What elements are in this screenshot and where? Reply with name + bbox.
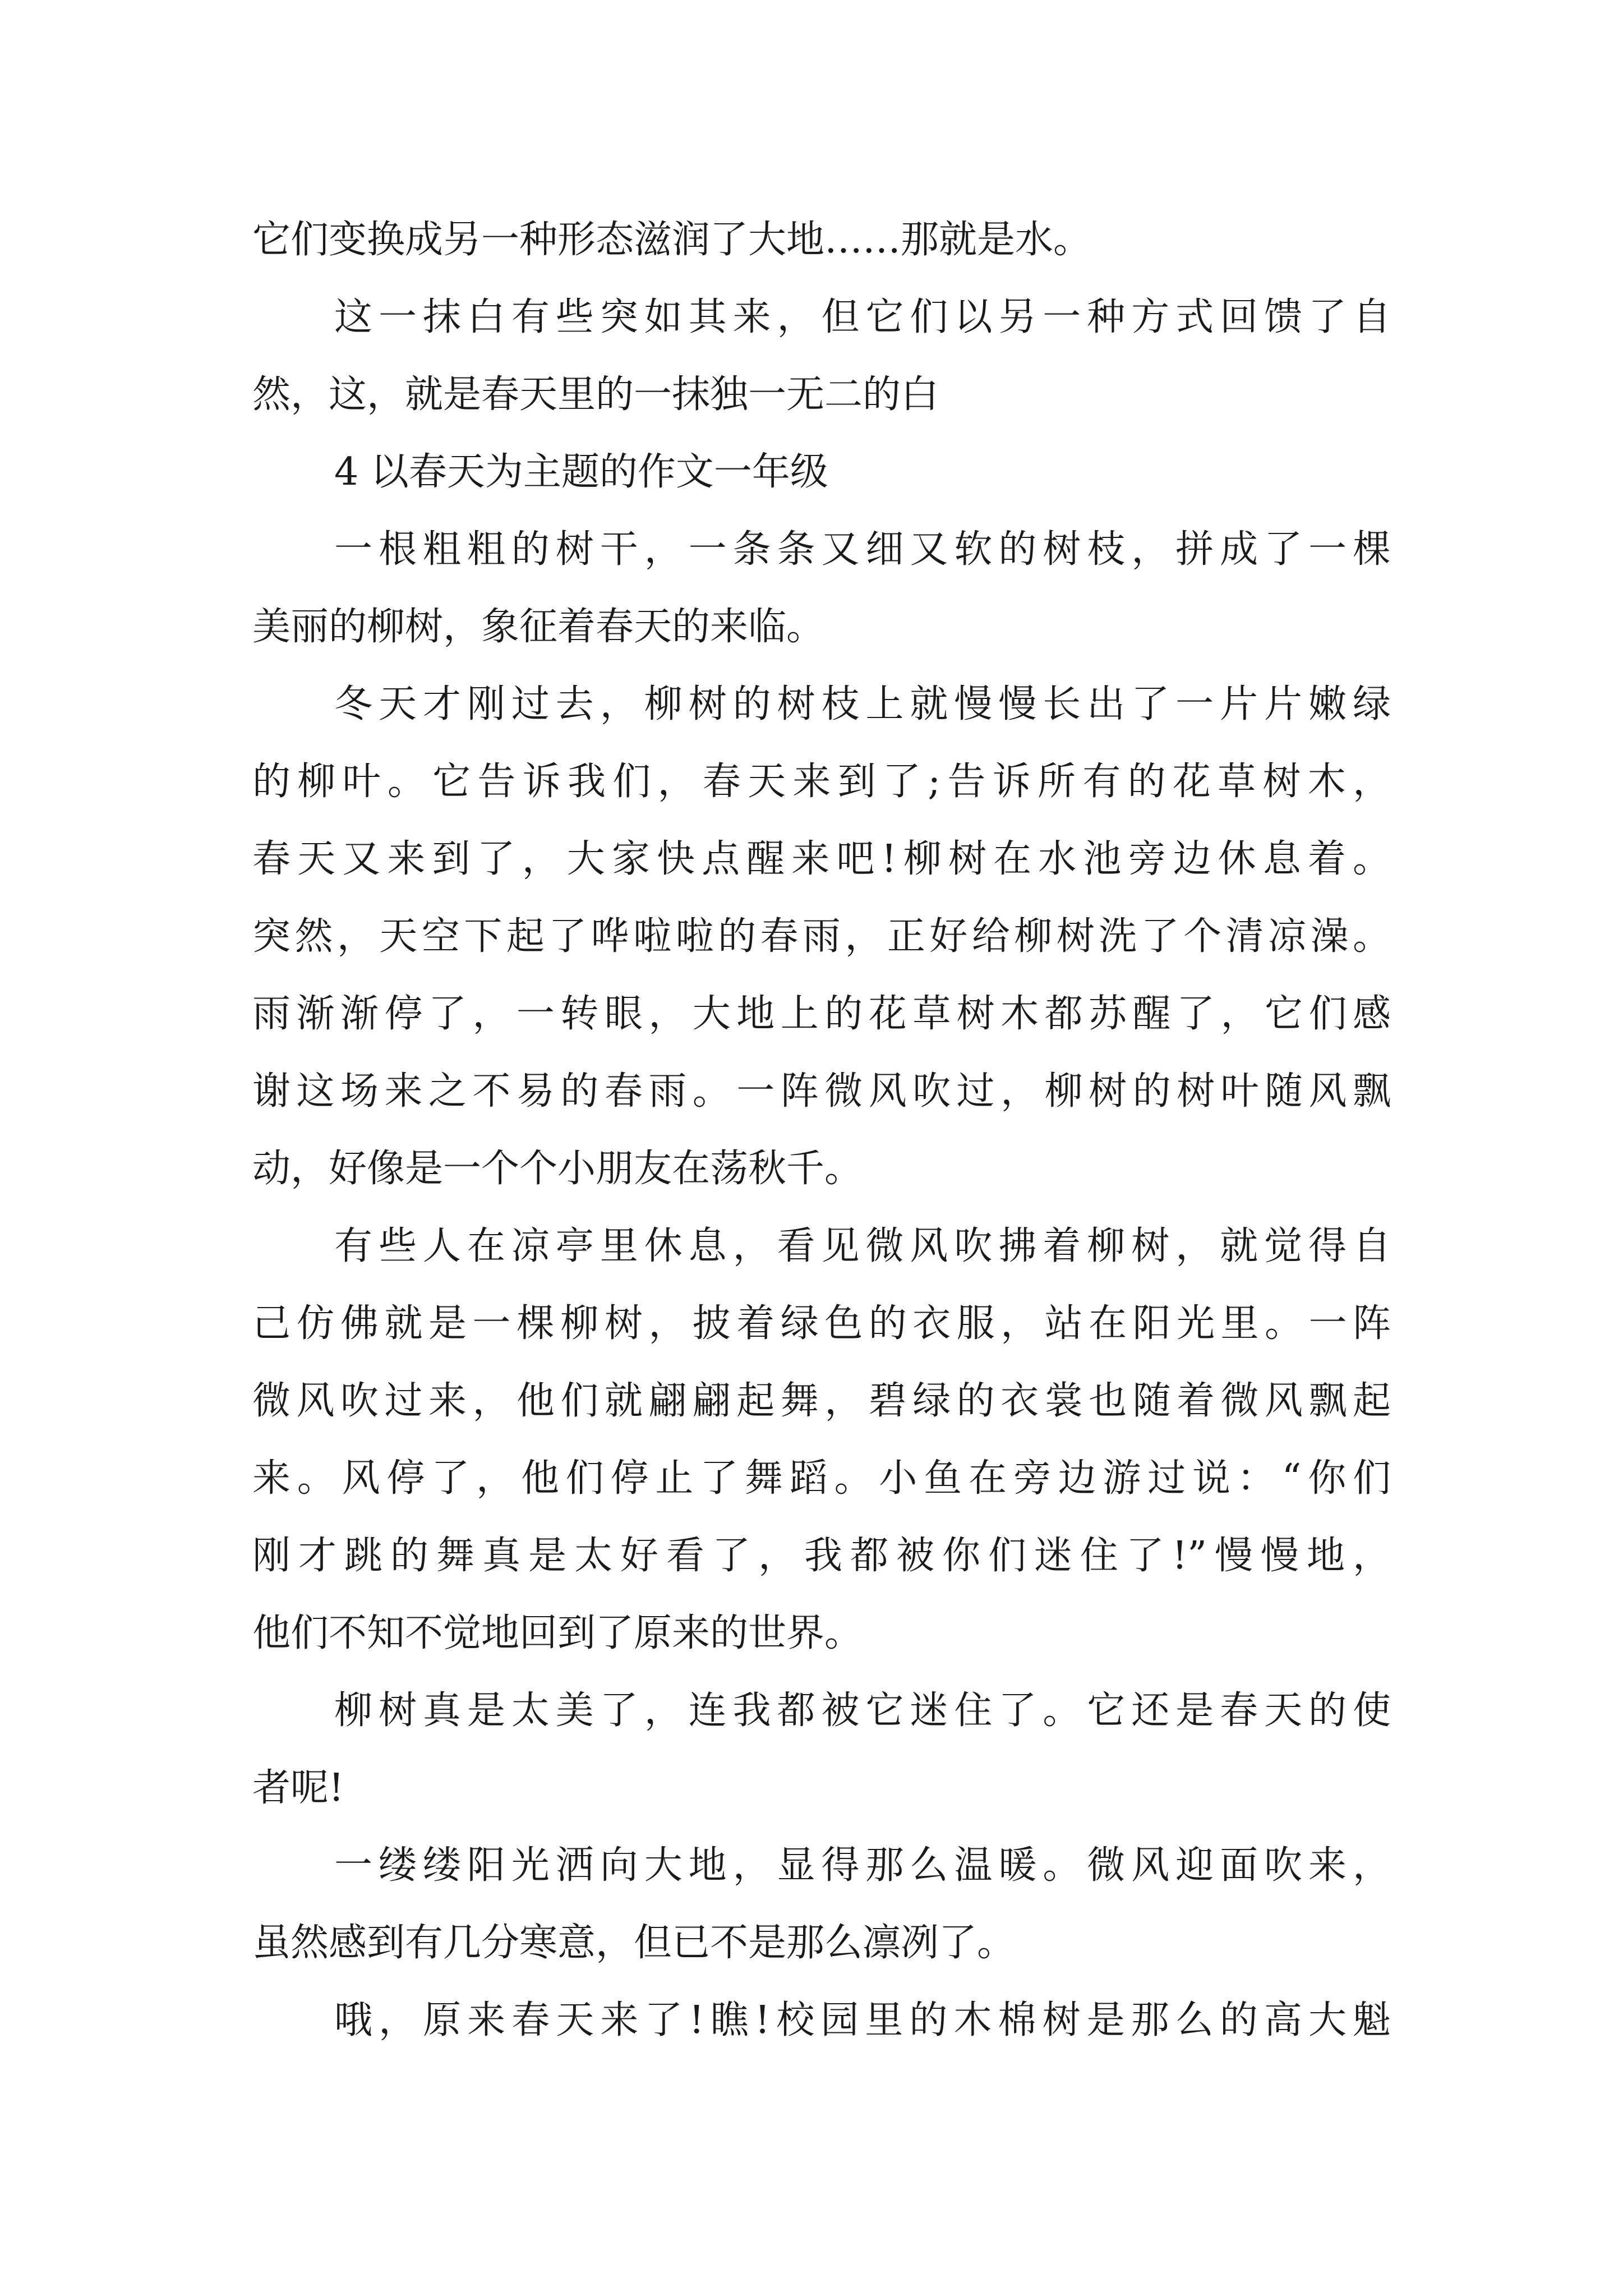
- text-line: 突然，天空下起了哗啦啦的春雨，正好给柳树洗了个清凉澡。: [252, 914, 1391, 959]
- text-line: 一根粗粗的树干，一条条又细又软的树枝，拼成了一棵: [334, 527, 1391, 572]
- text-line: 然，这，就是春天里的一抹独一无二的白: [252, 372, 939, 417]
- text-line: 一缕缕阳光洒向大地，显得那么温暖。微风迎面吹来，: [334, 1843, 1391, 1888]
- text-line: 虽然感到有几分寒意，但已不是那么凛冽了。: [252, 1921, 1016, 1965]
- text-line: 春天又来到了，大家快点醒来吧!柳树在水池旁边休息着。: [252, 837, 1391, 881]
- text-line: 它们变换成另一种形态滋润了大地……那就是水。: [252, 218, 1092, 262]
- text-line: 哦，原来春天来了!瞧!校园里的木棉树是那么的高大魁: [334, 1998, 1391, 2042]
- text-line: 冬天才刚过去，柳树的树枝上就慢慢长出了一片片嫩绿: [334, 682, 1391, 726]
- text-line: 己仿佛就是一棵柳树，披着绿色的衣服，站在阳光里。一阵: [252, 1301, 1391, 1346]
- text-line: 柳树真是太美了，连我都被它迷住了。它还是春天的使: [334, 1688, 1391, 1733]
- text-line: 动，好像是一个个小朋友在荡秋千。: [252, 1147, 863, 1191]
- text-line: 微风吹过来，他们就翩翩起舞，碧绿的衣裳也随着微风飘起: [252, 1379, 1391, 1423]
- text-line: 的柳叶。它告诉我们，春天来到了;告诉所有的花草树木，: [252, 760, 1391, 804]
- text-line: 他们不知不觉地回到了原来的世界。: [252, 1611, 863, 1655]
- text-line: 来。风停了，他们停止了舞蹈。小鱼在旁边游过说：“你们: [252, 1456, 1391, 1501]
- text-line: 美丽的柳树，象征着春天的来临。: [252, 605, 825, 649]
- text-line: 雨渐渐停了，一转眼，大地上的花草树木都苏醒了，它们感: [252, 992, 1391, 1036]
- section-heading: 4 以春天为主题的作文一年级: [334, 450, 828, 494]
- text-line: 者呢!: [252, 1766, 344, 1810]
- text-line: 谢这场来之不易的春雨。一阵微风吹过，柳树的树叶随风飘: [252, 1069, 1391, 1114]
- text-line: 刚才跳的舞真是太好看了，我都被你们迷住了!”慢慢地，: [252, 1534, 1391, 1578]
- text-line: 有些人在凉亭里休息，看见微风吹拂着柳树，就觉得自: [334, 1224, 1391, 1268]
- text-line: 这一抹白有些突如其来，但它们以另一种方式回馈了自: [334, 295, 1391, 339]
